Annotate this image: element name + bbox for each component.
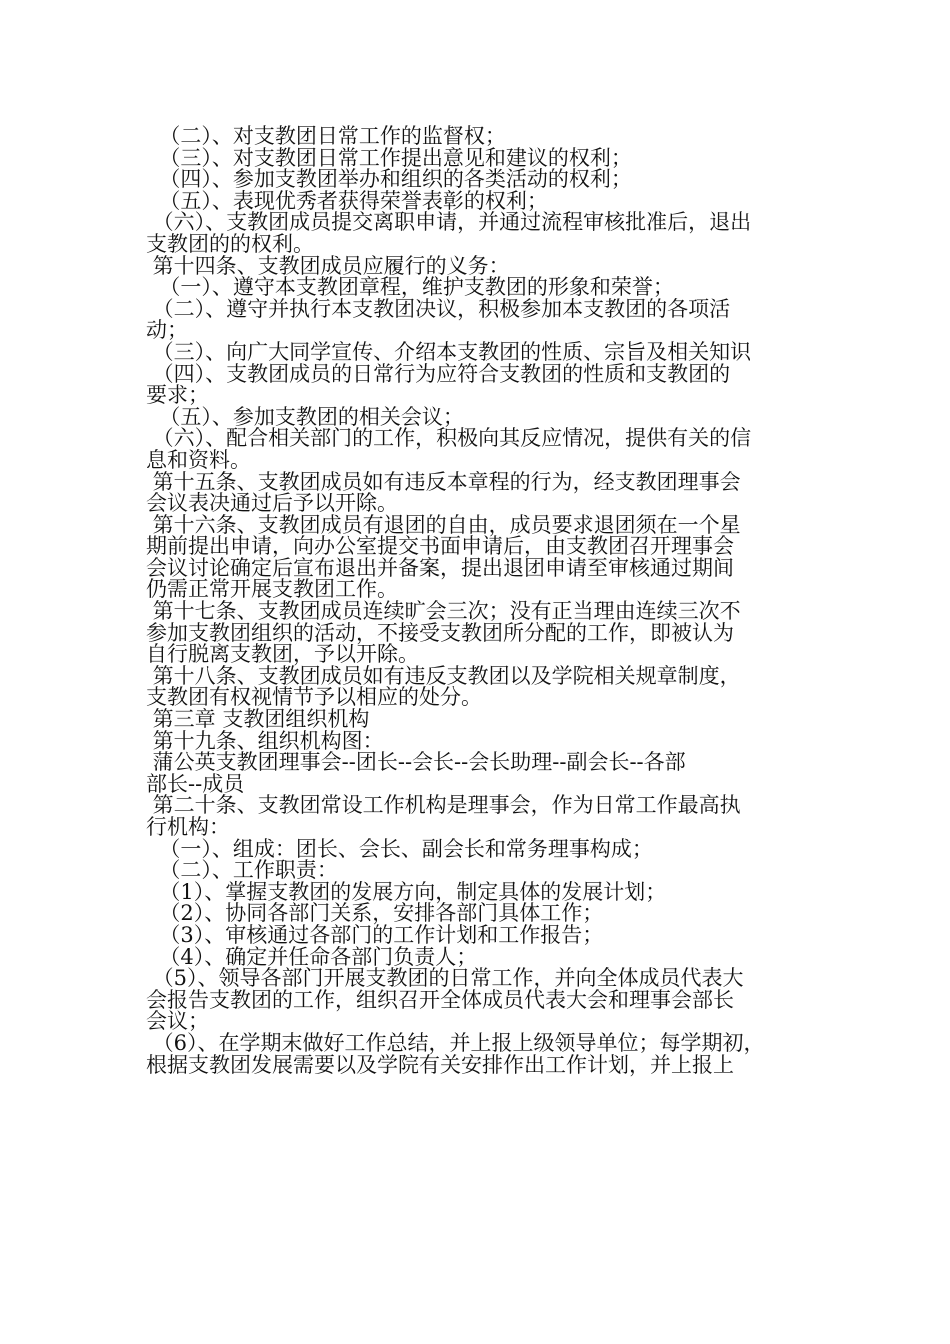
text-line: 会议； [146, 1009, 209, 1034]
text-line: （一）、遵守本支教团章程，维护支教团的形象和荣誉； [146, 275, 674, 300]
text-line: 支教团的的权利。 [146, 231, 314, 256]
text-line: 根据支教团发展需要以及学院有关安排作出工作计划，并上报上 [146, 1052, 734, 1077]
text-line: 期前提出申请，向办公室提交书面申请后，由支教团召开理事会 [146, 534, 734, 559]
text-line: 支教团有权视情节予以相应的处分。 [146, 685, 482, 710]
text-line: 第十八条、支教团成员如有违反支教团以及学院相关规章制度， [146, 663, 741, 688]
text-line: （二）、对支教团日常工作的监督权； [146, 124, 506, 148]
text-line: 第十九条、组织机构图： [146, 728, 384, 753]
text-line: （六）、配合相关部门的工作，积极向其反应情况，提供有关的信 [146, 426, 752, 451]
text-line: （6）、在学期末做好工作总结，并上报上级领导单位；每学期初， [146, 1030, 765, 1055]
text-line: 息和资料。 [146, 447, 251, 472]
text-line: （五）、表现优秀者获得荣誉表彰的权利； [146, 188, 548, 213]
text-line: 第三章 支教团组织机构 [146, 707, 370, 732]
text-line: （六）、支教团成员提交离职申请，并通过流程审核批准后，退出 [146, 210, 752, 235]
text-line: 要求； [146, 383, 209, 408]
text-line: （二）、遵守并执行本支教团决议，积极参加本支教团的各项活 [146, 296, 731, 321]
text-line: 仍需正常开展支教团工作。 [146, 577, 398, 602]
text-line: 第二十条、支教团常设工作机构是理事会，作为日常工作最高执 [146, 793, 741, 818]
text-line: （2）、协同各部门关系，安排各部门具体工作； [146, 901, 604, 926]
text-line: （一）、组成：团长、会长、副会长和常务理事构成； [146, 836, 653, 861]
text-line: 自行脱离支教团，予以开除。 [146, 642, 419, 667]
text-line: 第十四条、支教团成员应履行的义务： [146, 253, 510, 278]
text-line: （5）、领导各部门开展支教团的日常工作，并向全体成员代表大 [146, 966, 744, 991]
text-line: （五）、参加支教团的相关会议； [146, 404, 464, 429]
text-line: 蒲公英支教团理事会--团长--会长--会长助理--副会长--各部 [146, 750, 686, 775]
text-line: （四）、支教团成员的日常行为应符合支教团的性质和支教团的 [146, 361, 731, 386]
text-line: 部长--成员 [146, 771, 245, 796]
text-line: （3）、审核通过各部门的工作计划和工作报告； [146, 922, 604, 947]
text-line: 会报告支教团的工作，组织召开全体成员代表大会和理事会部长 [146, 987, 734, 1012]
text-line: （4）、确定并任命各部门负责人； [146, 944, 478, 969]
text-line: 第十五条、支教团成员如有违反本章程的行为，经支教团理事会 [146, 469, 741, 494]
text-line: （三）、向广大同学宣传、介绍本支教团的性质、宗旨及相关知识 [146, 339, 752, 364]
text-line: 动； [146, 318, 188, 343]
text-line: （二）、工作职责： [146, 858, 338, 883]
document-body [146, 126, 810, 1076]
text-line: （1）、掌握支教团的发展方向，制定具体的发展计划； [146, 879, 667, 904]
text-line: （四）、参加支教团举办和组织的各类活动的权利； [146, 167, 632, 192]
text-line: 行机构： [146, 815, 230, 839]
text-line: 第十七条、支教团成员连续旷会三次；没有正当理由连续三次不 [146, 599, 741, 624]
text-line: 第十六条、支教团成员有退团的自由，成员要求退团须在一个星 [146, 512, 741, 537]
text-line: 会议讨论确定后宣布退出并备案，提出退团申请至审核通过期间 [146, 555, 734, 580]
text-line: （三）、对支教团日常工作提出意见和建议的权利； [146, 145, 632, 170]
text-line: 参加支教团组织的活动，不接受支教团所分配的工作，即被认为 [146, 620, 734, 645]
text-line: 会议表决通过后予以开除。 [146, 491, 398, 516]
